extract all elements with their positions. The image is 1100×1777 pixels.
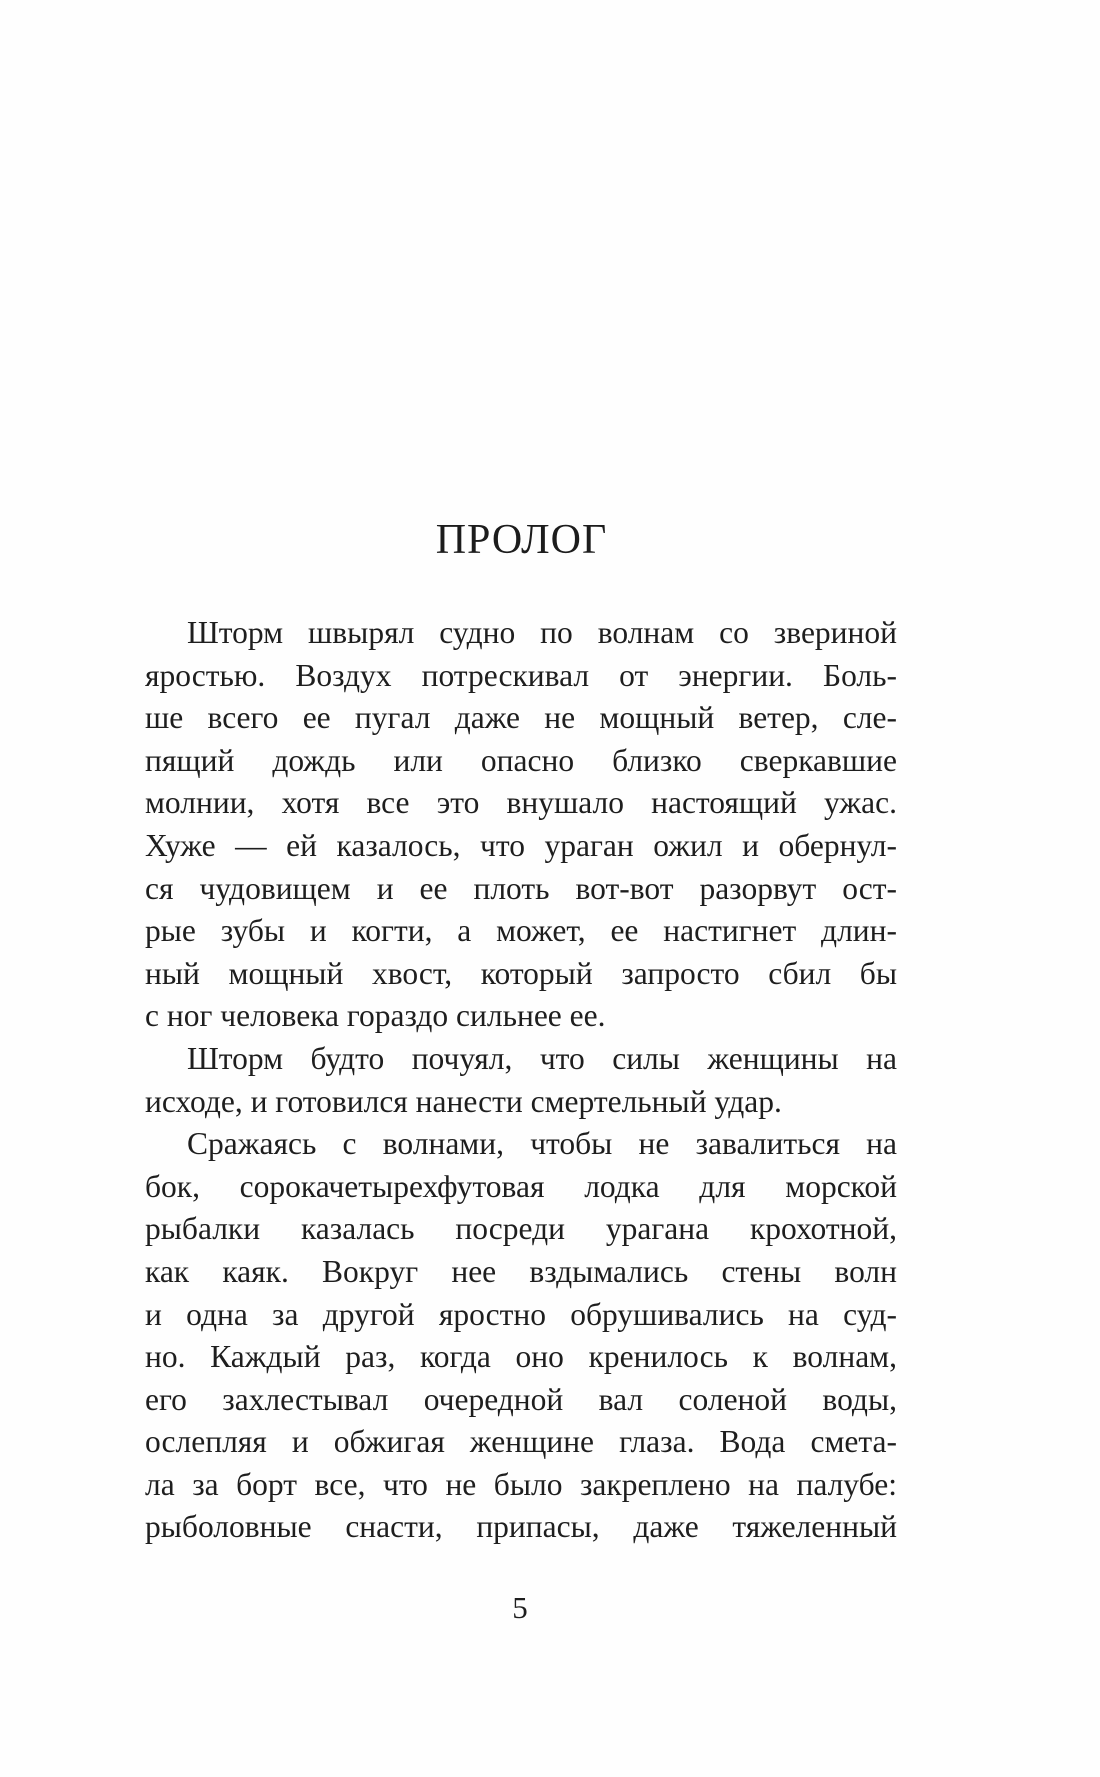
text-line: рые зубы и когти, а может, ее настигнет длин-: [145, 913, 897, 949]
text-line: пящий дождь или опасно близко сверкавшие: [145, 742, 897, 778]
text-line: ный мощный хвост, который запросто сбил бы: [145, 955, 897, 991]
text-line: с ног человека гораздо сильнее ее.: [145, 998, 606, 1034]
chapter-title: ПРОЛОГ: [435, 517, 608, 563]
text-line: рыбалки казалась посреди урагана крохотной,: [145, 1211, 897, 1247]
text-line: его захлестывал очередной вал соленой воды,: [145, 1381, 897, 1417]
text-line: ла за борт все, что не было закреплено на палубе:: [145, 1466, 897, 1502]
page-number: 5: [512, 1590, 528, 1625]
text-line: ослепляя и обжигая женщине глаза. Вода смета-: [145, 1424, 897, 1460]
text-line: Хуже — ей казалось, что ураган ожил и обернул-: [145, 827, 897, 863]
text-line: ся чудовищем и ее плоть вот-вот разорвут ост-: [145, 870, 897, 906]
text-line: но. Каждый раз, когда оно кренилось к волнам,: [145, 1339, 897, 1375]
body-text: [145, 612, 897, 1549]
text-line: как каяк. Вокруг нее вздымались стены волн: [145, 1253, 897, 1289]
text-line: Шторм будто почуял, что силы женщины на: [187, 1040, 897, 1076]
text-line: рыболовные снасти, припасы, даже тяжеленный: [145, 1509, 897, 1545]
text-line: яростью. Воздух потрескивал от энергии. Боль-: [145, 657, 897, 693]
text-line: Шторм швырял судно по волнам со звериной: [187, 615, 897, 650]
text-line: молнии, хотя все это внушало настоящий ужас.: [145, 785, 897, 821]
text-line: бок, сорокачетырехфутовая лодка для морской: [145, 1168, 897, 1204]
text-line: Сражаясь с волнами, чтобы не завалиться на: [187, 1126, 897, 1162]
text-line: исходе, и готовился нанести смертельный удар.: [145, 1083, 782, 1119]
text-line: ше всего ее пугал даже не мощный ветер, сле-: [145, 700, 897, 736]
text-line: и одна за другой яростно обрушивались на суд-: [145, 1296, 897, 1332]
